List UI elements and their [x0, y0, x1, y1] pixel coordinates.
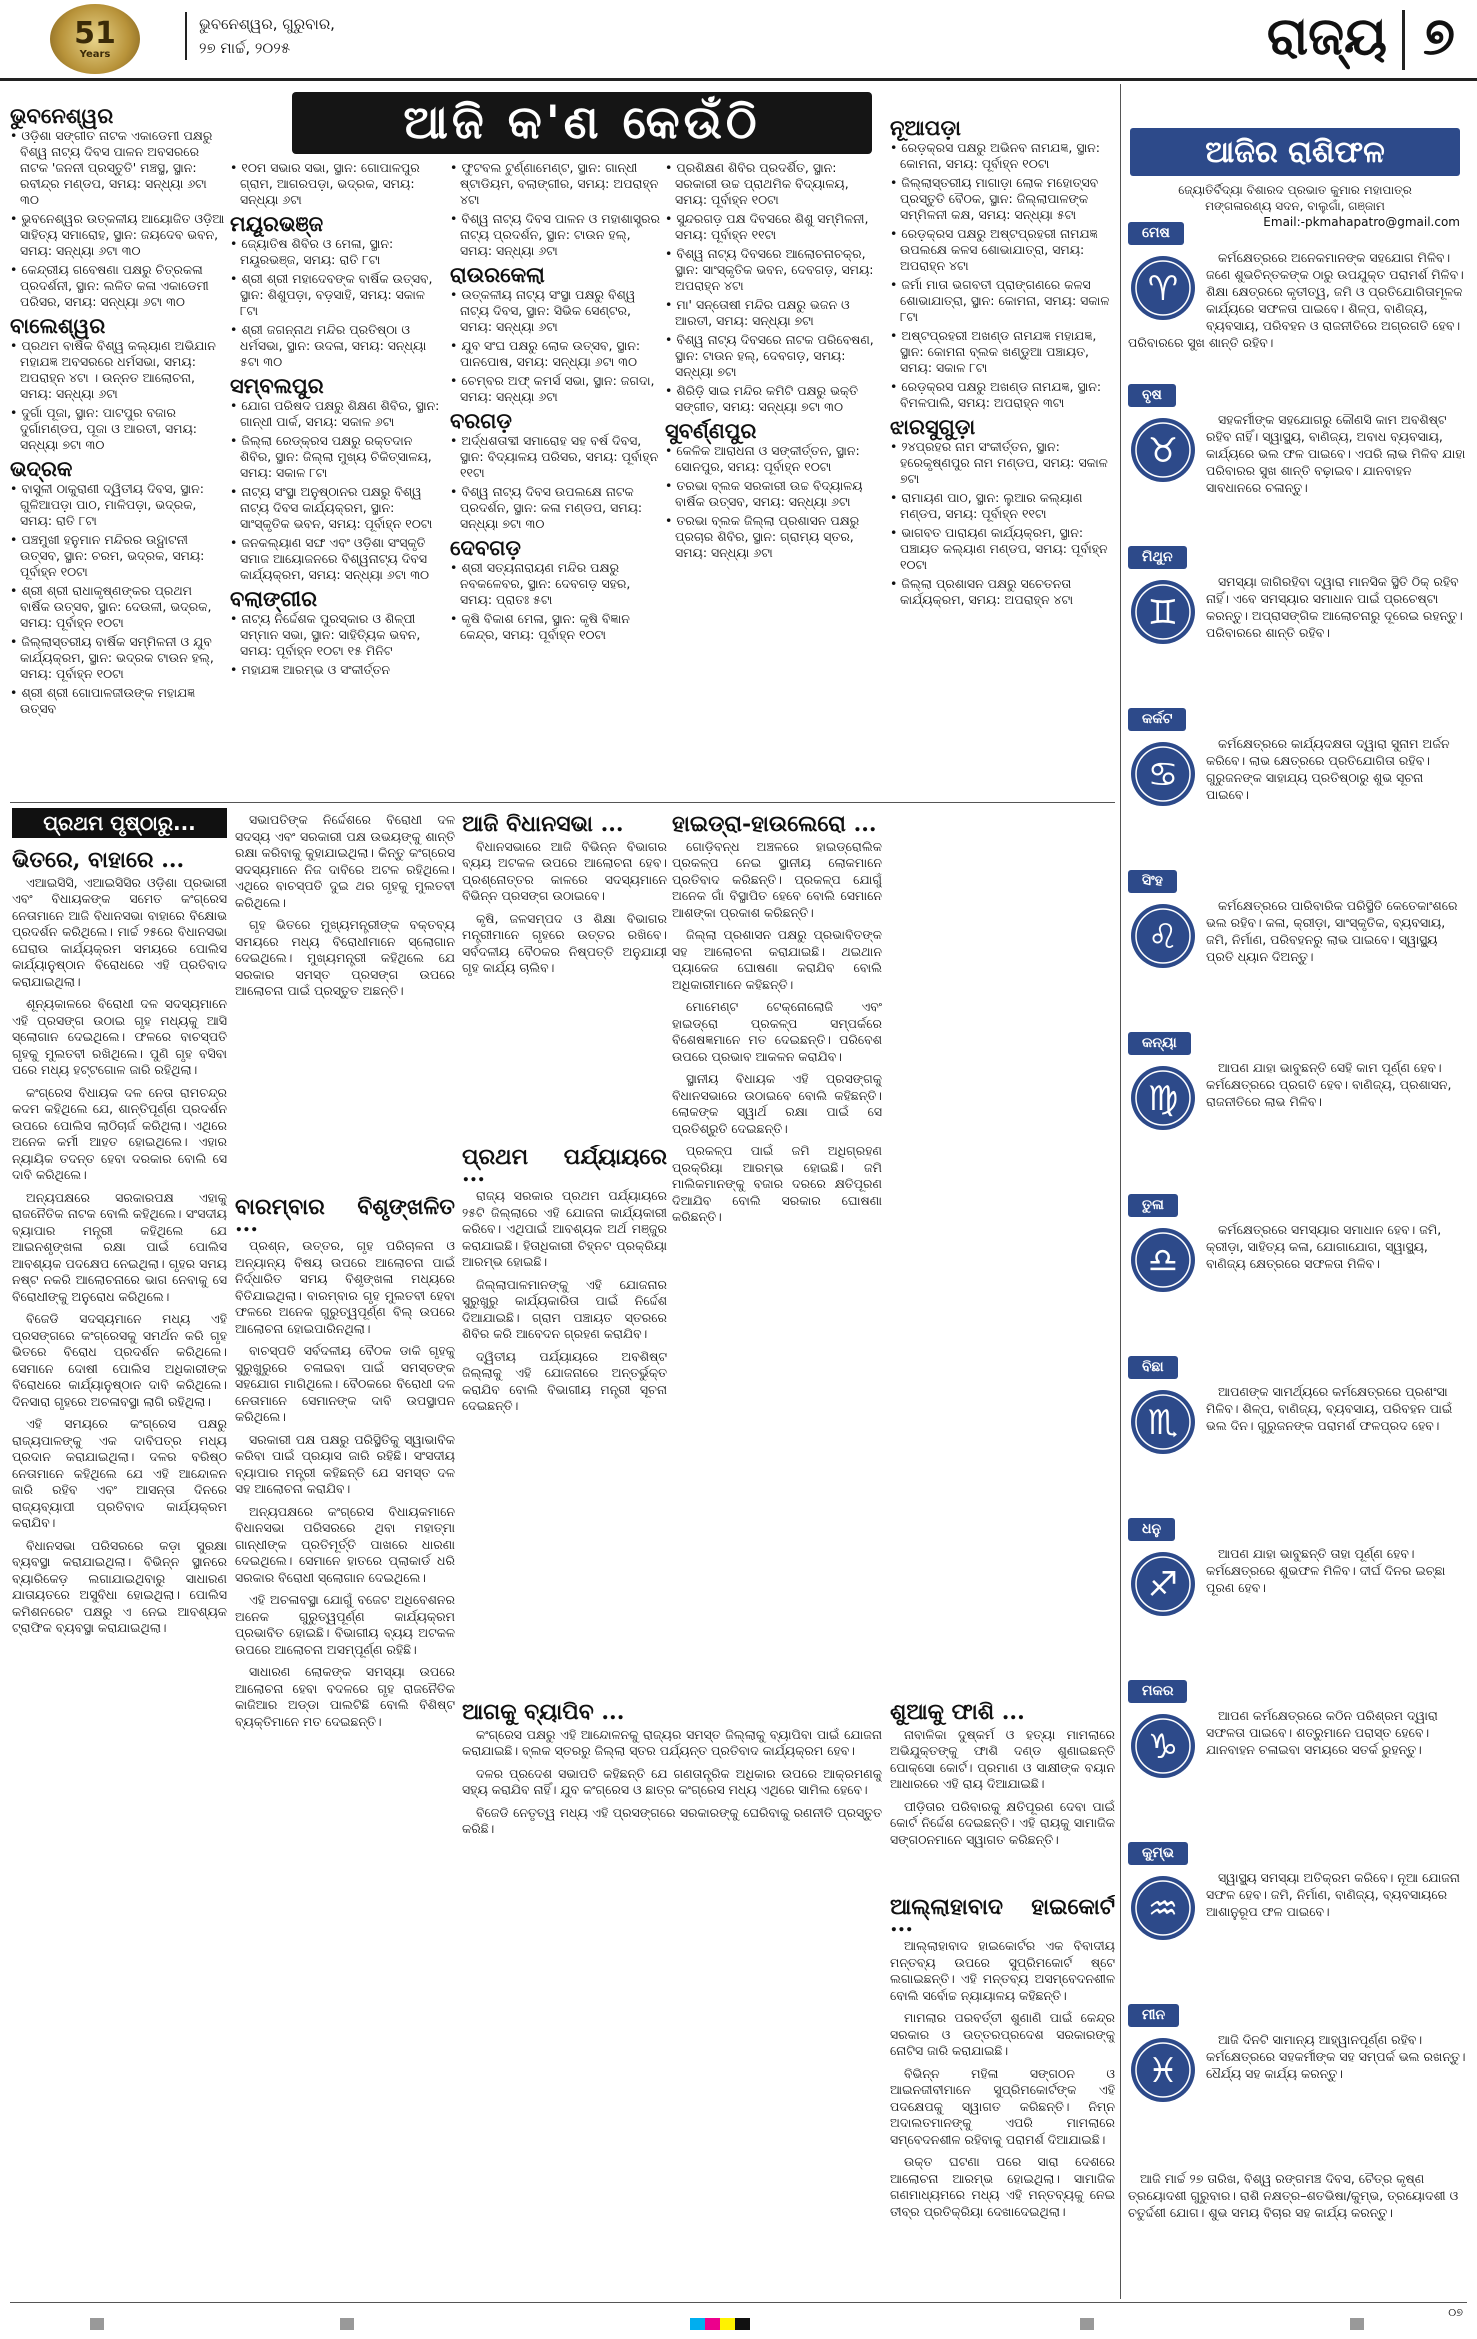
rashi-name: ମେଷ: [1128, 222, 1184, 245]
rashi-item: [1128, 1032, 1466, 1135]
story-headline: ଶୁଆକୁ ଫାଶି ...: [890, 1700, 1025, 1725]
event-item: • ୧୦ମ ସଭାର ସଭା, ସ୍ଥାନ: ଗୋପାଳପୁର ଗ୍ରାମ, ଆଗରପଡ଼ା, ଭଦ୍ରକ, ସମୟ: ସନ୍ଧ୍ୟା ୬ଟା: [230, 160, 445, 208]
rashi-text: କର୍ମକ୍ଷେତ୍ରରେ କାର୍ଯ୍ୟଦକ୍ଷତା ଦ୍ୱାରା ସୁନାମ ଅର୍ଜନ କରିବେ। ଲାଭ କ୍ଷେତ୍ରରେ ପ୍ରତିଯୋଗିତା ରହିବ। ଗୁରୁଜନଙ୍କ ସାହାଯ୍ୟ ପ୍ରତିଷ୍ଠାରୁ ଶୁଭ ସୂଚନା ପାଇବେ।: [1206, 736, 1450, 802]
rashi-item: [1128, 870, 1466, 973]
event-item: • ଶ୍ରୀ ଜଗନ୍ନାଥ ମନ୍ଦିର ପ୍ରତିଷ୍ଠା ଓ ଧର୍ମସଭା, ସ୍ଥାନ: ଉଦଳା, ସମୟ: ସନ୍ଧ୍ୟା ୫ଟା ୩୦: [230, 322, 445, 370]
rashi-item: [1128, 1842, 1466, 1945]
rashi-body: [1128, 1059, 1466, 1119]
story-paragraph: ଏଆଇସିସି, ଏଆଇସିସିର ଓଡ଼ିଶା ପ୍ରଭାରୀ ଏବଂ ବିଧାୟକଙ୍କ ସମେତ କଂଗ୍ରେସ ନେତାମାନେ ଆଜି ବିଧାନସଭା ବାହାରେ ବିକ୍ଷୋଭ ପ୍ରଦର୍ଶନ କରିଥିଲେ। ମାର୍ଚ୍ଚ ୨୫ରେ ବିଧାନସଭା ଘେରାଉ କାର୍ଯ୍ୟକ୍ରମ ସମୟରେ ପୋଲିସ କାର୍ଯ୍ୟାନୁଷ୍ଠାନ ବିରୋଧରେ ଏହି ପ୍ରତିବାଦ କରାଯାଇଥିଲା।: [12, 874, 227, 989]
story-paragraph: ସାଧାରଣ ଲୋକଙ୍କ ସମସ୍ୟା ଉପରେ ଆଲୋଚନା ହେବା ବଦଳରେ ଗୃହ ରାଜନୈତିକ କାଜିଆର ଅଡ୍ଡା ପାଲଟିଛି ବୋଲି ବିଶିଷ୍ଟ ବ୍ୟକ୍ତିମାନେ ମତ ଦେଇଛନ୍ତି।: [235, 1664, 455, 1729]
rashifal-title: ଆଜିର ରାଶିଫଳ: [1130, 128, 1460, 176]
city-heading: ବଲାଙ୍ଗୀର: [230, 586, 317, 611]
city-heading: ସମ୍ବଲପୁର: [230, 373, 324, 398]
rashi-name: କର୍କଟ: [1128, 708, 1186, 731]
story-paragraph: ପ୍ରକଳ୍ପ ପାଇଁ ଜମି ଅଧିଗ୍ରହଣ ପ୍ରକ୍ରିୟା ଆରମ୍ଭ ହୋଇଛି। ଜମି ମାଲିକମାନଙ୍କୁ ବଜାର ଦରରେ କ୍ଷତିପୂରଣ ଦିଆଯିବ ବୋଲି ସରକାର ଘୋଷଣା କରିଛନ୍ତି।: [672, 1143, 882, 1224]
story-paragraph: ଜିଲ୍ଲା ପ୍ରଶାସନ ପକ୍ଷରୁ ପ୍ରଭାବିତଙ୍କ ସହ ଆଲୋଚନା କରାଯାଇଛି। ଥଇଥାନ ପ୍ୟାକେଜ ଘୋଷଣା କରାଯିବ ବୋଲି ଅଧିକାରୀମାନେ କହିଛନ୍ତି।: [672, 927, 882, 992]
events-column-1: [10, 100, 225, 800]
event-item: • ପ୍ରଶିକ୍ଷଣ ଶିବିର ପ୍ରଦର୍ଶିତ, ସ୍ଥାନ: ସରକାରୀ ଉଚ୍ଚ ପ୍ରାଥମିକ ବିଦ୍ୟାଳୟ, ସମୟ: ପୂର୍ବାହ୍ନ ୧୦ଟା: [665, 160, 880, 208]
event-item: • ଶିରିଡ଼ି ସାଇ ମନ୍ଦିର କମିଟି ପକ୍ଷରୁ ଭକ୍ତି ସଙ୍ଗୀତ, ସମୟ: ସନ୍ଧ୍ୟା ୭ଟା ୩୦: [665, 383, 880, 415]
svg-text:♋: ♋: [1147, 755, 1179, 795]
story-paragraph: ବାଚସ୍ପତି ସର୍ବଦଳୀୟ ବୈଠକ ଡାକି ଗୃହକୁ ସୁରୁଖୁରୁରେ ଚଳାଇବା ପାଇଁ ସମସ୍ତଙ୍କ ସହଯୋଗ ମାଗିଥିଲେ। ବୈଠକରେ ବିରୋଧୀ ଦଳ ନେତାମାନେ ସେମାନଙ୍କ ଦାବି ଉପସ୍ଥାପନ କରିଥିଲେ।: [235, 1343, 455, 1424]
rashi-item: [1128, 708, 1466, 811]
rashi-name: ବିଛା: [1128, 1356, 1178, 1379]
rashi-item: [1128, 1680, 1466, 1783]
event-item: • ଫୁଟବଲ ଟୁର୍ଣ୍ଣାମେଣ୍ଟ, ସ୍ଥାନ: ଗାନ୍ଧୀ ଷ୍ଟାଡିୟମ, ବଲାଙ୍ଗୀର, ସମୟ: ଅପରାହ୍ନ ୪ଟା: [450, 160, 660, 208]
story-headline: ପ୍ରଥମ ପର୍ଯ୍ୟାୟରେ ...: [462, 1145, 667, 1187]
sagittarius-icon: [1128, 1549, 1198, 1619]
story-paragraph: କଂଗ୍ରେସ ବିଧାୟକ ଦଳ ନେତା ରାମଚନ୍ଦ୍ର କଦମ କହିଥିଲେ ଯେ, ଶାନ୍ତିପୂର୍ଣ୍ଣ ପ୍ରଦର୍ଶନ ଉପରେ ପୋଲିସ ଲାଠିଚାର୍ଜ କରିଥିଲା। ଏଥିରେ ଅନେକ କର୍ମୀ ଆହତ ହୋଇଥିଲେ। ଏହାର ନ୍ୟାୟିକ ତଦନ୍ତ ହେବା ଦରକାର ବୋଲି ସେ ଦାବି କରିଥିଲେ।: [12, 1084, 227, 1182]
svg-text:♒: ♒: [1147, 1889, 1179, 1929]
libra-icon: [1128, 1225, 1198, 1295]
rashi-name: ମୀନ: [1128, 2004, 1179, 2027]
rashi-item: [1128, 1194, 1466, 1297]
rashi-item: [1128, 1356, 1466, 1459]
story-hydro: [672, 812, 882, 1692]
events-column-2: [230, 160, 445, 800]
rashi-body: [1128, 249, 1466, 351]
event-item: • ନାଟ୍ୟ ସଂସ୍ଥା ଅନୁଷ୍ଠାନର ପକ୍ଷରୁ ବିଶ୍ୱ ନାଟ୍ୟ ଦିବସ କାର୍ଯ୍ୟକ୍ରମ, ସ୍ଥାନ: ସାଂସ୍କୃତିକ ଭବନ, ସମୟ: ପୂର୍ବାହ୍ନ ୧୦ଟା: [230, 484, 445, 532]
event-item: • କେଳିକ ଆରାଧନା ଓ ସଙ୍କୀର୍ତ୍ତନ, ସ୍ଥାନ: ସୋନପୁର, ସମୟ: ପୂର୍ବାହ୍ନ ୧୦ଟା: [665, 443, 880, 475]
color-registration-mark: [690, 2318, 750, 2330]
svg-text:♊: ♊: [1147, 593, 1179, 633]
rashi-item: [1128, 222, 1466, 351]
event-item: • ମା' ସନ୍ତୋଷୀ ମନ୍ଦିର ପକ୍ଷରୁ ଭଜନ ଓ ଆରତୀ, ସମୟ: ସନ୍ଧ୍ୟା ୭ଟା: [665, 297, 880, 329]
svg-text:♍: ♍: [1147, 1079, 1179, 1119]
rashi-text: ଆଜି ଦିନଟି ସାମାନ୍ୟ ଆହ୍ୱାନପୂର୍ଣ୍ଣ ରହିବ। କର୍ମକ୍ଷେତ୍ରରେ ସହକର୍ମୀଙ୍କ ସହ ସମ୍ପର୍କ ଭଲ ରଖନ୍ତୁ। ଧୈର୍ଯ୍ୟ ସହ କାର୍ଯ୍ୟ କରନ୍ତୁ।: [1206, 2032, 1466, 2081]
city-heading: ବରଗଡ଼: [450, 408, 512, 433]
page-number: ୭: [1423, 6, 1455, 67]
event-item: • ବିଶ୍ୱ ନାଟ୍ୟ ଦିବସରେ ନାଟକ ପରିବେଷଣ, ସ୍ଥାନ: ଟାଉନ ହଲ୍, ଦେବଗଡ଼, ସମୟ: ସନ୍ଧ୍ୟା ୭ଟା: [665, 332, 880, 380]
event-item: • ବିଶ୍ୱ ନାଟ୍ୟ ଦିବସରେ ଆଲୋଚନାଚକ୍ର, ସ୍ଥାନ: ସାଂସ୍କୃତିକ ଭବନ, ଦେବଗଡ଼, ସମୟ: ଅପରାହ୍ନ ୪ଟା: [665, 246, 880, 294]
event-item: • ରାମାୟଣ ପାଠ, ସ୍ଥାନ: ଲୁଆର କଲ୍ୟାଣ ମଣ୍ଡପ, ସମୟ: ପୂର୍ବାହ୍ନ ୧୧ଟା: [890, 490, 1110, 522]
event-item: • ଅଷ୍ଟପ୍ରହରୀ ଅଖଣ୍ଡ ନାମଯଜ୍ଞ ମହାଯଜ୍ଞ, ସ୍ଥାନ: କୋମନା ବ୍ଲକ ଖଣ୍ଡୁଆ ପଞ୍ଚାୟତ, ସମୟ: ସକାଳ ୮ଟା: [890, 328, 1110, 376]
continued-from-front-header: ପ୍ରଥମ ପୃଷ୍ଠାରୁ...: [12, 808, 227, 838]
events-banner: ଆଜି କ'ଣ କେଉଁଠି: [292, 92, 872, 154]
rashi-text: ସହକର୍ମୀଙ୍କ ସହଯୋଗରୁ କୌଣସି କାମ ଅବଶିଷ୍ଟ ରହିବ ନାହିଁ। ସ୍ୱାସ୍ଥ୍ୟ, ବାଣିଜ୍ୟ, ଅବାଧ ବ୍ୟବସାୟ, କାର୍ଯ୍ୟରେ ଭଲ ଫଳ ପାଇବେ। ଏପରି ଲାଭ ମିଳିବ ଯାହା ପରିବାରର ସୁଖ ଶାନ୍ତି ବଢ଼ାଇବ। ଯାନବାହନ ସାବଧାନରେ ଚଳାନ୍ତୁ।: [1206, 412, 1466, 495]
logo-text: Years: [79, 48, 111, 60]
event-item: • କେନ୍ଦ୍ରୀୟ ଗବେଷଣା ପକ୍ଷରୁ ଚିତ୍ରକଳା ପ୍ରଦର୍ଶନୀ, ସ୍ଥାନ: ଲଳିତ କଳା ଏକାଡେମୀ ପରିସର, ସମୟ: ସନ୍ଧ୍ୟା ୬ଟା ୩୦: [10, 262, 225, 310]
section-rule: [10, 802, 1115, 803]
dateline-date: ୨୭ ମାର୍ଚ୍ଚ, ୨୦୨୫: [199, 39, 291, 57]
rashi-text: ସମସ୍ୟା ଜାଗିରହିବା ଦ୍ୱାରା ମାନସିକ ସ୍ଥିତି ଠିକ୍ ରହିବ ନାହିଁ। ଏବେ ସମସ୍ୟାର ସମାଧାନ ପାଇଁ ପ୍ରଚେଷ୍ଟା କରନ୍ତୁ। ଅପ୍ରାସଙ୍ଗିକ ଆଲୋଚନାରୁ ଦୂରେଇ ରହନ୍ତୁ। ପରିବାରରେ ଶାନ୍ତି ରହିବ।: [1206, 574, 1463, 640]
rashi-name: ବୃଷ: [1128, 384, 1176, 407]
svg-text:♏: ♏: [1147, 1403, 1179, 1443]
rashi-body: [1128, 897, 1466, 965]
author-address: ମଙ୍ଗଳାରଣ୍ୟ ସଦନ, ବାଲୁଗାଁ, ଗଞ୍ଜାମ: [1205, 199, 1385, 213]
events-column-4: [665, 160, 880, 800]
story-paragraph: ପ୍ରଶ୍ନ, ଉତ୍ତର, ଗୃହ ପରିଚାଳନା ଓ ଅନ୍ୟାନ୍ୟ ବିଷୟ ଉପରେ ଆଲୋଚନା ପାଇଁ ନିର୍ଦ୍ଧାରିତ ସମୟ ବିଶୃଙ୍ଖଳା ମଧ୍ୟରେ ବିତିଯାଇଥିଲା। ବାରମ୍ବାର ଗୃହ ମୁଲତବୀ ହେବା ଫଳରେ ଅନେକ ଗୁରୁତ୍ୱପୂର୍ଣ୍ଣ ବିଲ୍ ଉପରେ ଆଲୋଚନା ହୋଇପାରିନଥିଲା।: [235, 1238, 455, 1336]
event-item: • ତରଭା ବ୍ଲକ ଜିଲ୍ଲା ପ୍ରଶାସନ ପକ୍ଷରୁ ପ୍ରଚାର ଶିବିର, ସ୍ଥାନ: ଗ୍ରାମ୍ୟ ସ୍ତର, ସମୟ: ସନ୍ଧ୍ୟା ୬ଟା: [665, 513, 880, 561]
logo-number: 51: [74, 15, 116, 51]
pisces-icon: [1128, 2035, 1198, 2105]
author-email: Email:-pkmahapatro@gmail.com: [1263, 215, 1460, 229]
event-item: • ଅର୍ଦ୍ଧଶତାବ୍ଦୀ ସମାରୋହ ସହ ବର୍ଷ ଦିବସ, ସ୍ଥାନ: ବିଦ୍ୟାଳୟ ପରିସର, ସମୟ: ପୂର୍ବାହ୍ନ ୧୧ଟା: [450, 433, 660, 481]
rashi-text: ଆପଣଙ୍କ ସାମର୍ଥ୍ୟରେ କର୍ମକ୍ଷେତ୍ରରେ ପ୍ରଶଂସା ମିଳିବ। ଶିଳ୍ପ, ବାଣିଜ୍ୟ, ବ୍ୟବସାୟ, ପରିବହନ ପାଇଁ ଭଲ ଦିନ। ଗୁରୁଜନଙ୍କ ପରାମର୍ଶ ଫଳପ୍ରଦ ହେବ।: [1206, 1384, 1453, 1433]
event-item: • ରେଡ଼କ୍ରସ ପକ୍ଷରୁ ଅଖଣ୍ଡ ନାମଯଜ୍ଞ, ସ୍ଥାନ: ବିମଳପାଲି, ସମୟ: ଅପରାହ୍ନ ୩ଟା: [890, 379, 1110, 411]
event-item: • ଜିଲ୍ଲା ରେଡ୍‌କ୍ରସ ପକ୍ଷରୁ ରକ୍ତଦାନ ଶିବିର, ସ୍ଥାନ: ଜିଲ୍ଲା ମୁଖ୍ୟ ଚିକିତ୍ସାଳୟ, ସମୟ: ସକାଳ ୮ଟା: [230, 433, 445, 481]
event-item: • ରେଡ଼କ୍ରସ ପକ୍ଷରୁ ଅଷ୍ଟପ୍ରହରୀ ନାମଯଜ୍ଞ ଉପଲକ୍ଷେ କଳସ ଶୋଭାଯାତ୍ରା, ସମୟ: ଅପରାହ୍ନ ୪ଟା: [890, 226, 1110, 274]
rashi-item: [1128, 546, 1466, 649]
dateline-place: ଭୁବନେଶ୍ୱର, ଗୁରୁବାର,: [199, 15, 335, 33]
story-paragraph: ସ୍ଥାନୀୟ ବିଧାୟକ ଏହି ପ୍ରସଙ୍ଗକୁ ବିଧାନସଭାରେ ଉଠାଇବେ ବୋଲି କହିଛନ୍ତି। ଲୋକଙ୍କ ସ୍ୱାର୍ଥ ରକ୍ଷା ପାଇଁ ସେ ପ୍ରତିଶ୍ରୁତି ଦେଇଛନ୍ତି।: [672, 1071, 882, 1136]
rashi-item: [1128, 1518, 1466, 1621]
event-item: • ରେଡ଼କ୍ରସ ପକ୍ଷରୁ ଅଭିନବ ନାମଯଜ୍ଞ, ସ୍ଥାନ: କୋମନା, ସମୟ: ପୂର୍ବାହ୍ନ ୧୦ଟା: [890, 140, 1110, 172]
capricorn-icon: [1128, 1711, 1198, 1781]
section-divider: [1402, 10, 1405, 70]
city-heading: ଭୁବନେଶ୍ୱର: [10, 103, 114, 128]
story-paragraph: ଶୂନ୍ୟକାଳରେ ବିରୋଧୀ ଦଳ ସଦସ୍ୟମାନେ ଏହି ପ୍ରସଙ୍ଗ ଉଠାଇ ଗୃହ ମଧ୍ୟକୁ ଆସି ସ୍ଲୋଗାନ ଦେଇଥିଲେ। ଫଳରେ ବାଚସ୍ପତି ଗୃହକୁ ମୁଲତବୀ ରଖିଥିଲେ। ପୁଣି ଗୃହ ବସିବା ପରେ ମଧ୍ୟ ହଟ୍ଟଗୋଳ ଜାରି ରହିଥିଲା।: [12, 996, 227, 1077]
registration-mark: [1080, 2318, 1094, 2330]
event-item: • ଉତ୍କଳୀୟ ନାଟ୍ୟ ସଂସ୍ଥା ପକ୍ଷରୁ ବିଶ୍ୱ ନାଟ୍ୟ ଦିବସ, ସ୍ଥାନ: ସିଭିକ ସେଣ୍ଟର, ସମୟ: ସନ୍ଧ୍ୟା ୬ଟା: [450, 287, 660, 335]
story-paragraph: ବିଜେଡି ନେତୃତ୍ୱ ମଧ୍ୟ ଏହି ପ୍ରସଙ୍ଗରେ ସରକାରଙ୍କୁ ଘେରିବାକୁ ରଣନୀତି ପ୍ରସ୍ତୁତ କରିଛି।: [462, 1804, 882, 1836]
story-paragraph: ଏହି ସମୟରେ କଂଗ୍ରେସ ପକ୍ଷରୁ ରାଜ୍ୟପାଳଙ୍କୁ ଏକ ଦାବିପତ୍ର ମଧ୍ୟ ପ୍ରଦାନ କରାଯାଇଥିଲା। ଦଳର ବରିଷ୍ଠ ନେତାମାନେ କହିଥିଲେ ଯେ ଏହି ଆନ୍ଦୋଳନ ଜାରି ରହିବ ଏବଂ ଆସନ୍ତା ଦିନରେ ରାଜ୍ୟବ୍ୟାପୀ ପ୍ରତିବାଦ କାର୍ଯ୍ୟକ୍ରମ କରାଯିବ।: [12, 1416, 227, 1530]
story-paragraph: ଦଳର ପ୍ରଦେଶ ସଭାପତି କହିଛନ୍ତି ଯେ ଗଣତାନ୍ତ୍ରିକ ଅଧିକାର ଉପରେ ଆକ୍ରମଣକୁ ସହ୍ୟ କରାଯିବ ନାହିଁ। ଯୁବ କଂଗ୍ରେସ ଓ ଛାତ୍ର କଂଗ୍ରେସ ମଧ୍ୟ ଏଥିରେ ସାମିଲ ହେବେ।: [462, 1765, 882, 1797]
event-item: • ଶ୍ରୀ ଶ୍ରୀ ଗୋପାଳଜୀଉଙ୍କ ମହାଯଜ୍ଞ ଉତ୍ସବ: [10, 685, 225, 717]
page-code: ୦୭: [1448, 2306, 1463, 2319]
svg-text:♌: ♌: [1147, 917, 1179, 957]
event-item: • ଚେମ୍ବର ଅଫ୍ କମର୍ସ ସଭା, ସ୍ଥାନ: ଜଗଦା, ସମୟ: ସନ୍ଧ୍ୟା ୬ଟା: [450, 373, 660, 405]
rashi-item: [1128, 2004, 1466, 2107]
author-name: ଜ୍ୟୋତିର୍ବିଦ୍ୟା ବିଶାରଦ ପ୍ରଭାତ କୁମାର ମହାପାତ୍ର: [1178, 183, 1412, 197]
taurus-icon: [1128, 415, 1198, 485]
story-paragraph: ଦ୍ୱିତୀୟ ପର୍ଯ୍ୟାୟରେ ଅବଶିଷ୍ଟ ଜିଲ୍ଲାକୁ ଏହି ଯୋଜନାରେ ଅନ୍ତର୍ଭୁକ୍ତ କରାଯିବ ବୋଲି ବିଭାଗୀୟ ମନ୍ତ୍ରୀ ସୂଚନା ଦେଇଛନ୍ତି।: [462, 1348, 667, 1413]
svg-text:♈: ♈: [1147, 269, 1179, 309]
story-paragraph: ବିଭିନ୍ନ ମହିଳା ସଙ୍ଗଠନ ଓ ଆଇନଜୀବୀମାନେ ସୁପ୍ରିମକୋର୍ଟଙ୍କ ଏହି ପଦକ୍ଷେପକୁ ସ୍ୱାଗତ କରିଛନ୍ତି। ନିମ୍ନ ଅଦାଲତମାନଙ୍କୁ ଏପରି ମାମଲାରେ ସମ୍ବେଦନଶୀଳ ରହିବାକୁ ପରାମର୍ଶ ଦିଆଯାଇଛି।: [890, 2065, 1115, 2147]
rashi-body: [1128, 2031, 1466, 2091]
story-headline: ବାରମ୍ବାର ବିଶୃଙ୍ଖଳିତ ...: [235, 1195, 455, 1237]
rashi-body: [1128, 1545, 1466, 1605]
leo-icon: [1128, 901, 1198, 971]
event-item: • ଭାଗବତ ପାରାୟଣ କାର୍ଯ୍ୟକ୍ରମ, ସ୍ଥାନ: ପଞ୍ଚାୟତ କଲ୍ୟାଣ ମଣ୍ଡପ, ସମୟ: ପୂର୍ବାହ୍ନ ୧୦ଟା: [890, 525, 1110, 573]
rashi-name: ସିଂହ: [1128, 870, 1177, 893]
rashi-body: [1128, 1383, 1466, 1443]
registration-mark: [340, 2318, 354, 2330]
event-item: • ଭୁବନେଶ୍ୱର ଉତ୍କଳୀୟ ଆୟୋଜିତ ଓଡ଼ିଆ ସାହିତ୍ୟ ସମାରୋହ, ସ୍ଥାନ: ଜୟଦେବ ଭବନ, ସମୟ: ସନ୍ଧ୍ୟା ୬ଟା ୩୦: [10, 211, 225, 259]
event-item: • ବିଶ୍ୱ ନାଟ୍ୟ ଦିବସ ଉପଲକ୍ଷେ ନାଟକ ପ୍ରଦର୍ଶନ, ସ୍ଥାନ: କଳା ମଣ୍ଡପ, ସମୟ: ସନ୍ଧ୍ୟା ୭ଟା ୩୦: [450, 484, 660, 532]
story-paragraph: ଗୃହ ଭିତରେ ମୁଖ୍ୟମନ୍ତ୍ରୀଙ୍କ ବକ୍ତବ୍ୟ ସମୟରେ ମଧ୍ୟ ବିରୋଧୀମାନେ ସ୍ଲୋଗାନ ଦେଇଥିଲେ। ମୁଖ୍ୟମନ୍ତ୍ରୀ କହିଥିଲେ ଯେ ସରକାର ସମସ୍ତ ପ୍ରସଙ୍ଗ ଉପରେ ଆଲୋଚନା ପାଇଁ ପ୍ରସ୍ତୁତ ଅଛନ୍ତି।: [235, 917, 455, 998]
story-paragraph: ରାଜ୍ୟ ସରକାର ପ୍ରଥମ ପର୍ଯ୍ୟାୟରେ ୨୫ଟି ଜିଲ୍ଲାରେ ଏହି ଯୋଜନା କାର୍ଯ୍ୟକାରୀ କରିବେ। ଏଥିପାଇଁ ଆବଶ୍ୟକ ଅର୍ଥ ମଞ୍ଜୁର କରାଯାଇଛି। ହିତାଧିକାରୀ ଚିହ୍ନଟ ପ୍ରକ୍ରିୟା ଆରମ୍ଭ ହୋଇଛି।: [462, 1188, 667, 1269]
event-item: • ବାସୁଳୀ ଠାକୁରାଣୀ ଦ୍ୱିତୀୟ ଦିବସ, ସ୍ଥାନ: ଗୁଳିଆପଡ଼ା ପାଠ, ମାଳିପଡ଼ା, ଭଦ୍ରକ, ସମୟ: ରାତି ୮ଟା: [10, 481, 225, 529]
story-headline: ଆଲ୍ଲାହାବାଦ ହାଇକୋର୍ଟ ...: [890, 1895, 1115, 1937]
registration-mark: [90, 2318, 104, 2330]
story-paragraph: ଗୋଡ଼ିବନ୍ଧ ଅଞ୍ଚଳରେ ହାଇଡ୍ରୋଲିକ ପ୍ରକଳ୍ପ ନେଇ ସ୍ଥାନୀୟ ଲୋକମାନେ ପ୍ରତିବାଦ କରିଛନ୍ତି। ପ୍ରକଳ୍ପ ଯୋଗୁଁ ଅନେକ ଗାଁ ବିସ୍ଥାପିତ ହେବେ ବୋଲି ସେମାନେ ଆଶଙ୍କା ପ୍ରକାଶ କରିଛନ୍ତି।: [672, 838, 882, 920]
rashi-text: କର୍ମକ୍ଷେତ୍ରରେ ଅନେକମାନଙ୍କ ସହଯୋଗ ମିଳିବ। ଜଣେ ଶୁଭଚିନ୍ତକଙ୍କ ଠାରୁ ଉପଯୁକ୍ତ ପରାମର୍ଶ ମିଳିବ। ଶିକ୍ଷା କ୍ଷେତ୍ରରେ କୃତୀତ୍ୱ, ଜମି ଓ ପ୍ରତିଯୋଗିତାମୂଳକ କାର୍ଯ୍ୟରେ ସଫଳତା ପାଇବେ। ଶିଳ୍ପ, ବାଣିଜ୍ୟ, ବ୍ୟବସାୟ, ପରିବହନ ଓ ରାଜନୀତିରେ ଅଗ୍ରଗତି ହେବ। ପରିବାରରେ ସୁଖ ଶାନ୍ତି ରହିବ।: [1128, 250, 1464, 350]
event-item: • ତରଭା ବ୍ଲକ ସରକାରୀ ଉଚ୍ଚ ବିଦ୍ୟାଳୟ ବାର୍ଷିକ ଉତ୍ସବ, ସମୟ: ସନ୍ଧ୍ୟା ୬ଟା: [665, 478, 880, 510]
story-paragraph: ନାବାଳିକା ଦୁଷ୍କର୍ମ ଓ ହତ୍ୟା ମାମଲାରେ ଅଭିଯୁକ୍ତଙ୍କୁ ଫାଶି ଦଣ୍ଡ ଶୁଣାଇଛନ୍ତି ପୋକ୍ସୋ କୋର୍ଟ। ପ୍ରମାଣ ଓ ସାକ୍ଷୀଙ୍କ ବୟାନ ଆଧାରରେ ଏହି ରାୟ ଦିଆଯାଇଛି।: [890, 1726, 1115, 1791]
masthead: [0, 0, 1477, 81]
event-item: • କୃଷି ବିକାଶ ମେଳା, ସ୍ଥାନ: କୃଷି ବିଜ୍ଞାନ କେନ୍ଦ୍ର, ସମୟ: ପୂର୍ବାହ୍ନ ୧୦ଟା: [450, 611, 660, 643]
story-will-spread: [462, 1700, 882, 2300]
story-inside-outside: [12, 848, 227, 2298]
event-item: • ଓଡ଼ିଶା ସଙ୍ଗୀତ ନାଟକ ଏକାଡେମୀ ପକ୍ଷରୁ ବିଶ୍ୱ ନାଟ୍ୟ ଦିବସ ପାଳନ ଅବସରରେ ନାଟକ 'ଜନନୀ ପ୍ରସ୍ତୁତି' ମଞ୍ଚସ୍ଥ, ସ୍ଥାନ: ରବୀନ୍ଦ୍ର ମଣ୍ଡପ, ସମୟ: ସନ୍ଧ୍ୟା ୬ଟା ୩୦: [10, 128, 225, 208]
story-paragraph: ଉକ୍ତ ଘଟଣା ପରେ ସାରା ଦେଶରେ ଆଲୋଚନା ଆରମ୍ଭ ହୋଇଥିଲା। ସାମାଜିକ ଗଣମାଧ୍ୟମରେ ମଧ୍ୟ ଏହି ମନ୍ତବ୍ୟକୁ ନେଇ ତୀବ୍ର ପ୍ରତିକ୍ରିୟା ଦେଖାଦେଇଥିଲା।: [890, 2154, 1115, 2219]
event-item: • ୨୪ପ୍ରହର ନାମ ସଂକୀର୍ତ୍ତନ, ସ୍ଥାନ: ହରେକୃଷ୍ଣପୁର ନାମ ମଣ୍ଡପ, ସମୟ: ସକାଳ ୭ଟା: [890, 439, 1110, 487]
event-item: • ବିଶ୍ୱ ନାଟ୍ୟ ଦିବସ ପାଳନ ଓ ମହାଶାସ୍ତ୍ରର ନାଟ୍ୟ ପ୍ରଦର୍ଶନ, ସ୍ଥାନ: ଟାଉନ ହଲ୍, ସମୟ: ସନ୍ଧ୍ୟା ୬ଟା: [450, 211, 660, 259]
column-rule: [1120, 84, 1121, 2299]
story-paragraph: ମୋମେଣ୍ଟ ଟେକ୍ନୋଲୋଜି ଏବଂ ହାଇଡ୍ରୋ ପ୍ରକଳ୍ପ ସମ୍ପର୍କରେ ବିଶେଷଜ୍ଞମାନେ ମତ ଦେଇଛନ୍ତି। ପରିବେଶ ଉପରେ ପ୍ରଭାବ ଆକଳନ କରାଯିବ।: [672, 999, 882, 1064]
section-title: ରାଜ୍ୟ: [1266, 6, 1387, 67]
city-heading: ନୂଆପଡ଼ା: [890, 115, 961, 140]
story-paragraph: ଜିଲ୍ଲାପାଳମାନଙ୍କୁ ଏହି ଯୋଜନାର ସୁରୁଖୁରୁ କାର୍ଯ୍ୟକାରିତା ପାଇଁ ନିର୍ଦ୍ଦେଶ ଦିଆଯାଇଛି। ଗ୍ରାମ ପଞ୍ଚାୟତ ସ୍ତରରେ ଶିବିର କରି ଆବେଦନ ଗ୍ରହଣ କରାଯିବ।: [462, 1276, 667, 1341]
event-item: • ଶ୍ରୀ ସତ୍ୟନାରାୟଣ ମନ୍ଦିର ପକ୍ଷରୁ ନବକଳେବର, ସ୍ଥାନ: ଦେବଗଡ଼ ସହର, ସମୟ: ପ୍ରାତଃ ୫ଟା: [450, 560, 660, 608]
city-heading: ବାଲେଶ୍ୱର: [10, 313, 106, 338]
story-allahabad-hc: [890, 1895, 1115, 2300]
event-item: • ଜିଲ୍ଲା ପ୍ରଶାସନ ପକ୍ଷରୁ ସଚେତନତା କାର୍ଯ୍ୟକ୍ରମ, ସମୟ: ଅପରାହ୍ନ ୪ଟା: [890, 576, 1110, 608]
events-column-3: [450, 160, 660, 800]
svg-text:♉: ♉: [1147, 431, 1179, 471]
rashi-body: [1128, 1221, 1466, 1281]
event-item: • ସୁନ୍ଦରଗଡ଼ ପକ୍ଷ ଦିବସରେ ଶିଶୁ ସମ୍ମିଳନୀ, ସମୟ: ପୂର୍ବାହ୍ନ ୧୧ଟା: [665, 211, 880, 243]
svg-text:♓: ♓: [1147, 2051, 1179, 2091]
events-column-5: [890, 112, 1110, 802]
event-item: • ନାଟ୍ୟ ନିର୍ଦ୍ଦେଶକ ପୁରସ୍କାର ଓ ଶିଳ୍ପୀ ସମ୍ମାନ ସଭା, ସ୍ଥାନ: ସାହିତ୍ୟିକ ଭବନ, ସମୟ: ପୂର୍ବାହ୍ନ ୧୦ଟା ୧୫ ମିନିଟ: [230, 611, 445, 659]
rashi-name: ଧନୁ: [1128, 1518, 1175, 1541]
event-item: • ଶ୍ରୀ ଶ୍ରୀ ରାଧାକୃଷ୍ଣଙ୍କର ପ୍ରଥମ ବାର୍ଷିକ ଉତ୍ସବ, ସ୍ଥାନ: ଦେଉଳୀ, ଭଦ୍ରକ, ସମୟ: ପୂର୍ବାହ୍ନ ୧୦ଟା: [10, 583, 225, 631]
city-heading: ମୟୂରଭଞ୍ଜ: [230, 211, 324, 236]
footer-rule: [10, 2302, 1467, 2303]
story-disrupted: [235, 1195, 455, 2300]
dateline: [185, 12, 335, 60]
svg-text:♑: ♑: [1147, 1727, 1179, 1767]
story-paragraph: ଅନ୍ୟପକ୍ଷରେ କଂଗ୍ରେସ ବିଧାୟକମାନେ ବିଧାନସଭା ପରିସରରେ ଥିବା ମହାତ୍ମା ଗାନ୍ଧୀଙ୍କ ପ୍ରତିମୂର୍ତ୍ତି ପାଖରେ ଧାରଣା ଦେଇଥିଲେ। ସେମାନେ ହାତରେ ପ୍ଲାକାର୍ଡ ଧରି ସରକାର ବିରୋଧୀ ସ୍ଲୋଗାନ ଦେଇଥିଲେ।: [235, 1503, 455, 1585]
rashi-item: [1128, 384, 1466, 496]
rashi-body: [1128, 411, 1466, 496]
story-paragraph: ଅନ୍ୟପକ୍ଷରେ ସରକାରପକ୍ଷ ଏହାକୁ ରାଜନୈତିକ ନାଟକ ବୋଲି କହିଥିଲେ। ସଂସଦୀୟ ବ୍ୟାପାର ମନ୍ତ୍ରୀ କହିଥିଲେ ଯେ ଆଇନଶୃଙ୍ଖଳା ରକ୍ଷା ପାଇଁ ପୋଲିସ ଆବଶ୍ୟକ ପଦକ୍ଷେପ ନେଇଥିଲା। ଗୃହର ସମୟ ନଷ୍ଟ ନକରି ଆଲୋଚନାରେ ଭାଗ ନେବାକୁ ସେ ବିରୋଧୀଙ୍କୁ ଅନୁରୋଧ କରିଥିଲେ।: [12, 1189, 227, 1304]
story-paragraph: ବିଧାନସଭାରେ ଆଜି ବିଭିନ୍ନ ବିଭାଗର ବ୍ୟୟ ଅଟକଳ ଉପରେ ଆଲୋଚନା ହେବ। ପ୍ରଶ୍ନୋତ୍ତର କାଳରେ ସଦସ୍ୟମାନେ ବିଭିନ୍ନ ପ୍ରସଙ୍ଗ ଉଠାଇବେ।: [462, 838, 667, 903]
story-paragraph: ବିଧାନସଭା ପରିସରରେ କଡ଼ା ସୁରକ୍ଷା ବ୍ୟବସ୍ଥା କରାଯାଇଥିଲା। ବିଭିନ୍ନ ସ୍ଥାନରେ ବ୍ୟାରିକେଡ଼ ଲଗାଯାଇଥିବାରୁ ସାଧାରଣ ଯାତାୟତରେ ଅସୁବିଧା ହୋଇଥିଲା। ପୋଲିସ କମିଶନରେଟ ପକ୍ଷରୁ ଏ ନେଇ ଆବଶ୍ୟକ ଟ୍ରାଫିକ ବ୍ୟବସ୍ଥା କରାଯାଇଥିଲା।: [12, 1537, 227, 1635]
story-paragraph: ପୀଡ଼ିତାର ପରିବାରକୁ କ୍ଷତିପୂରଣ ଦେବା ପାଇଁ କୋର୍ଟ ନିର୍ଦ୍ଦେଶ ଦେଇଛନ୍ତି। ଏହି ରାୟକୁ ସାମାଜିକ ସଙ୍ଗଠନମାନେ ସ୍ୱାଗତ କରିଛନ୍ତି।: [890, 1798, 1115, 1847]
rashi-name: କନ୍ୟା: [1128, 1032, 1191, 1055]
event-item: • ଜିଲ୍ଲାସ୍ତରୀୟ ମାଗାଡ଼ା ଲୋକ ମହୋତ୍ସବ ପ୍ରସ୍ତୁତି ବୈଠକ, ସ୍ଥାନ: ଜିଲ୍ଲାପାଳଙ୍କ ସମ୍ମିଳନୀ କକ୍ଷ, ସମୟ: ସନ୍ଧ୍ୟା ୫ଟା: [890, 175, 1110, 223]
city-heading: ଭଦ୍ରକ: [10, 456, 73, 481]
rashi-name: କୁମ୍ଭ: [1128, 1842, 1188, 1865]
rashi-text: ଆପଣ ଯାହା ଭାବୁଛନ୍ତି ସେହି କାମ ପୂର୍ଣ୍ଣ ହେବ। କର୍ମକ୍ଷେତ୍ରରେ ପ୍ରଗତି ହେବ। ବାଣିଜ୍ୟ, ପ୍ରଶାସନ, ରାଜନୀତିରେ ଲାଭ ମିଳିବ।: [1206, 1060, 1452, 1109]
event-item: • ଜିଲ୍ଲାସ୍ତରୀୟ ବାର୍ଷିକ ସମ୍ମିଳନୀ ଓ ଯୁବ କାର୍ଯ୍ୟକ୍ରମ, ସ୍ଥାନ: ଭଦ୍ରକ ଟାଉନ ହଲ୍, ସମୟ: ପୂର୍ବାହ୍ନ ୧୦ଟା: [10, 634, 225, 682]
rashi-text: କର୍ମକ୍ଷେତ୍ରରେ ପାରିବାରିକ ପରିସ୍ଥିତି କେତେକାଂଶରେ ଭଲ ରହିବ। କଳା, କ୍ରୀଡ଼ା, ସାଂସ୍କୃତିକ, ବ୍ୟବସାୟ, ଜମି, ନିର୍ମାଣ, ପରିବହନରୁ ଲାଭ ପାଇବେ। ସ୍ୱାସ୍ଥ୍ୟ ପ୍ରତି ଧ୍ୟାନ ଦିଅନ୍ତୁ।: [1206, 898, 1458, 964]
story-paragraph: ବିଜେଡି ସଦସ୍ୟମାନେ ମଧ୍ୟ ଏହି ପ୍ରସଙ୍ଗରେ କଂଗ୍ରେସକୁ ସମର୍ଥନ କରି ଗୃହ ଭିତରେ ବିରୋଧ ପ୍ରଦର୍ଶନ କରିଥିଲେ। ସେମାନେ ଦୋଷୀ ପୋଲିସ ଅଧିକାରୀଙ୍କ ବିରୋଧରେ କାର୍ଯ୍ୟାନୁଷ୍ଠାନ ଦାବି କରିଥିଲେ। ଦିନସାରା ଗୃହରେ ଅଚଳାବସ୍ଥା ଲାଗି ରହିଥିଲା।: [12, 1311, 227, 1409]
story-headline: ହାଇଡ୍ରା-ହାଉଲେରୋ ...: [672, 812, 877, 837]
event-item: • ଦୁର୍ଗା ପୂଜା, ସ୍ଥାନ: ପାଟପୁର ବଜାର ଦୁର୍ଗାମଣ୍ଡପ, ପୂଜା ଓ ଆରତୀ, ସମୟ: ସନ୍ଧ୍ୟା ୭ଟା ୩୦: [10, 405, 225, 453]
rashi-body: [1128, 735, 1466, 803]
virgo-icon: [1128, 1063, 1198, 1133]
aries-icon: [1128, 253, 1198, 323]
story-death-sentence: [890, 1700, 1115, 1890]
rashi-name: ମକର: [1128, 1680, 1187, 1703]
story-continuation: [235, 812, 455, 1192]
event-item: • ଯୁବ ସଂଘ ପକ୍ଷରୁ ଲୋକ ଉତ୍ସବ, ସ୍ଥାନ: ପାନପୋଷ, ସମୟ: ସନ୍ଧ୍ୟା ୬ଟା ୩୦: [450, 338, 660, 370]
story-paragraph: ସରକାରୀ ପକ୍ଷ ପକ୍ଷରୁ ପରିସ୍ଥିତିକୁ ସ୍ୱାଭାବିକ କରିବା ପାଇଁ ପ୍ରୟାସ ଜାରି ରହିଛି। ସଂସଦୀୟ ବ୍ୟାପାର ମନ୍ତ୍ରୀ କହିଛନ୍ତି ଯେ ସମସ୍ତ ଦଳ ସହ ଆଲୋଚନା କରାଯିବ।: [235, 1431, 455, 1496]
event-item: • ଜନକଲ୍ୟାଣ ସଙ୍ଘ ଏବଂ ଓଡ଼ିଶା ସଂସ୍କୃତି ସମାଜ ଆୟୋଜନରେ ବିଶ୍ୱନାଟ୍ୟ ଦିବସ କାର୍ଯ୍ୟକ୍ରମ, ସମୟ: ସନ୍ଧ୍ୟା ୬ଟା ୩୦: [230, 535, 445, 583]
rashi-text: ସ୍ୱାସ୍ଥ୍ୟ ସମସ୍ୟା ଅତିକ୍ରମ କରିବେ। ନୂଆ ଯୋଜନା ସଫଳ ହେବ। ଜମି, ନିର୍ମାଣ, ବାଣିଜ୍ୟ, ବ୍ୟବସାୟରେ ଆଶାନୁରୂପ ଫଳ ପାଇବେ।: [1206, 1870, 1460, 1919]
aquarius-icon: [1128, 1873, 1198, 1943]
story-paragraph: ଆଲ୍ଲାହାବାଦ ହାଇକୋର୍ଟର ଏକ ବିବାଦୀୟ ମନ୍ତବ୍ୟ ଉପରେ ସୁପ୍ରିମକୋର୍ଟ ଷ୍ଟେ ଲଗାଇଛନ୍ତି। ଏହି ମନ୍ତବ୍ୟ ଅସମ୍ବେଦନଶୀଳ ବୋଲି ସର୍ବୋଚ୍ଚ ନ୍ୟାୟାଳୟ କହିଛନ୍ତି।: [890, 1938, 1115, 2003]
story-headline: ଭିତରେ, ବାହାରେ ...: [12, 848, 185, 873]
story-paragraph: ଏହି ଅଚଳାବସ୍ଥା ଯୋଗୁଁ ବଜେଟ ଅଧିବେଶନର ଅନେକ ଗୁରୁତ୍ୱପୂର୍ଣ୍ଣ କାର୍ଯ୍ୟକ୍ରମ ପ୍ରଭାବିତ ହୋଇଛି। ବିଭାଗୀୟ ବ୍ୟୟ ଅଟକଳ ଉପରେ ଆଲୋଚନା ଅସମ୍ପୂର୍ଣ୍ଣ ରହିଛି।: [235, 1592, 455, 1657]
rashi-text: ଆପଣ କର୍ମକ୍ଷେତ୍ରରେ କଠିନ ପରିଶ୍ରମ ଦ୍ୱାରା ସଫଳତା ପାଇବେ। ଶତ୍ରୁମାନେ ପରାସ୍ତ ହେବେ। ଯାନବାହନ ଚଳାଇବା ସମୟରେ ସତର୍କ ରୁହନ୍ତୁ।: [1206, 1708, 1438, 1757]
rashi-text: କର୍ମକ୍ଷେତ୍ରରେ ସମସ୍ୟାର ସମାଧାନ ହେବ। ଜମି, କ୍ରୀଡ଼ା, ସାହିତ୍ୟ କଳା, ଯୋଗାଯୋଗ, ସ୍ୱାସ୍ଥ୍ୟ, ବାଣିଜ୍ୟ କ୍ଷେତ୍ରରେ ସଫଳତା ମିଳିବ।: [1206, 1222, 1442, 1271]
registration-mark: [1350, 2318, 1364, 2330]
story-paragraph: ସଭାପତିଙ୍କ ନିର୍ଦ୍ଦେଶରେ ବିରୋଧୀ ଦଳ ସଦସ୍ୟ ଏବଂ ସରକାରୀ ପକ୍ଷ ଉଭୟଙ୍କୁ ଶାନ୍ତି ରକ୍ଷା କରିବାକୁ କୁହାଯାଇଥିଲା। କିନ୍ତୁ କଂଗ୍ରେସ ସଦସ୍ୟମାନେ ନିଜ ଦାବିରେ ଅଟଳ ରହିଥିଲେ। ଏଥିରେ ବାଚସ୍ପତି ଦୁଇ ଥର ଗୃହକୁ ମୁଲତବୀ କରିଥିଲେ।: [235, 812, 455, 910]
scorpio-icon: [1128, 1387, 1198, 1457]
newspaper-logo: [50, 4, 140, 74]
story-first-phase: [462, 1145, 667, 1695]
story-paragraph: କଂଗ୍ରେସ ପକ୍ଷରୁ ଏହି ଆନ୍ଦୋଳନକୁ ରାଜ୍ୟର ସମସ୍ତ ଜିଲ୍ଲାକୁ ବ୍ୟାପିବା ପାଇଁ ଯୋଜନା କରାଯାଇଛି। ବ୍ଲକ ସ୍ତରରୁ ଜିଲ୍ଲା ସ୍ତର ପର୍ଯ୍ୟନ୍ତ ପ୍ରତିବାଦ କାର୍ଯ୍ୟକ୍ରମ ହେବ।: [462, 1726, 882, 1758]
rashi-text: ଆପଣ ଯାହା ଭାବୁଛନ୍ତି ତାହା ପୂର୍ଣ୍ଣ ହେବ। କର୍ମକ୍ଷେତ୍ରରେ ଶୁଭଫଳ ମିଳିବ। ଦୀର୍ଘ ଦିନର ଇଚ୍ଛା ପୂରଣ ହେବ।: [1206, 1546, 1446, 1595]
city-heading: ରାଉରକେଲା: [450, 262, 545, 287]
story-headline: ଆଗକୁ ବ୍ୟାପିବ ...: [462, 1700, 625, 1725]
story-paragraph: ମାମଲାର ପରବର୍ତ୍ତୀ ଶୁଣାଣି ପାଇଁ କେନ୍ଦ୍ର ସରକାର ଓ ଉତ୍ତରପ୍ରଦେଶ ସରକାରଙ୍କୁ ନୋଟିସ ଜାରି କରାଯାଇଛି।: [890, 2010, 1115, 2058]
event-item: • ଜର୍ମା ମାତା ଭଗବତୀ ପ୍ରାଙ୍ଗଣରେ କଳସ ଶୋଭାଯାତ୍ରା, ସ୍ଥାନ: କୋମନା, ସମୟ: ସକାଳ ୮ଟା: [890, 277, 1110, 325]
city-heading: ଝାରସୁଗୁଡ଼ା: [890, 414, 976, 439]
city-heading: ଦେବଗଡ଼: [450, 535, 521, 560]
city-heading: ସୁବର୍ଣ୍ଣପୁର: [665, 418, 757, 443]
rashi-name: ତୁଳା: [1128, 1194, 1178, 1217]
gemini-icon: [1128, 577, 1198, 647]
cancer-icon: [1128, 739, 1198, 809]
event-item: • ଯୋଗ ପରିଷଦ ପକ୍ଷରୁ ଶିକ୍ଷଣ ଶିବିର, ସ୍ଥାନ: ଗାନ୍ଧୀ ପାର୍କ, ସମୟ: ସକାଳ ୬ଟା: [230, 398, 445, 430]
rashi-body: [1128, 573, 1466, 641]
rashi-body: [1128, 1707, 1466, 1767]
story-headline: ଆଜି ବିଧାନସଭା ...: [462, 812, 624, 837]
svg-text:♎: ♎: [1147, 1241, 1179, 1281]
story-assembly-today: [462, 812, 667, 1142]
panjika-note: ଆଜି ମାର୍ଚ୍ଚ ୨୭ ତାରିଖ, ବିଶ୍ୱ ରଙ୍ଗମଞ୍ଚ ଦିବସ, ଚୈତ୍ର କୃଷ୍ଣ ତ୍ରୟୋଦଶୀ ଗୁରୁବାର। ରାଶି ନକ୍ଷତ୍ର–ଶତଭିଷା/କୁମ୍ଭ, ତ୍ରୟୋଦଶୀ ଓ ଚତୁର୍ଦ୍ଦଶୀ ଯୋଗ। ଶୁଭ ସମୟ ବିଚାର ସହ କାର୍ଯ୍ୟ କରନ୍ତୁ।: [1128, 2171, 1459, 2220]
svg-text:♐: ♐: [1147, 1565, 1179, 1605]
story-paragraph: କୃଷି, ଜଳସମ୍ପଦ ଓ ଶିକ୍ଷା ବିଭାଗର ମନ୍ତ୍ରୀମାନେ ଗୃହରେ ଉତ୍ତର ରଖିବେ। ସର୍ବଦଳୀୟ ବୈଠକର ନିଷ୍ପତ୍ତି ଅନୁଯାୟୀ ଗୃହ କାର୍ଯ୍ୟ ଚାଲିବ।: [462, 910, 667, 975]
rashi-body: [1128, 1869, 1466, 1929]
event-item: • ପଞ୍ଚମୁଖୀ ହନୁମାନ ମନ୍ଦିରର ଉଦ୍ଘାଟନୀ ଉତ୍ସବ, ସ୍ଥାନ: ଚରମ, ଭଦ୍ରକ, ସମୟ: ପୂର୍ବାହ୍ନ ୧୦ଟା: [10, 532, 225, 580]
event-item: • ପ୍ରଥମ ବାର୍ଷିକ ବିଶ୍ୱ କଲ୍ୟାଣ ଅଭିଯାନ ମହାଯଜ୍ଞ ଅବସରରେ ଧର୍ମସଭା, ସମୟ: ଅପରାହ୍ନ ୪ଟା । ଉନ୍ନତ ଆଲୋଚନା, ସମୟ: ସନ୍ଧ୍ୟା ୬ଟା: [10, 338, 225, 402]
rashi-name: ମିଥୁନ: [1128, 546, 1187, 569]
event-item: • ମହାଯଜ୍ଞ ଆରମ୍ଭ ଓ ସଂକୀର୍ତ୍ତନ: [230, 662, 445, 678]
event-item: • ଶ୍ରୀ ଶ୍ରୀ ମହାଦେବଙ୍କ ବାର୍ଷିକ ଉତ୍ସବ, ସ୍ଥାନ: ଶିଶୁପଡ଼ା, ବଡ଼ସାହି, ସମୟ: ସକାଳ ୮ଟା: [230, 271, 445, 319]
event-item: • ଜ୍ୟୋତିଷ ଶିବିର ଓ ମେଳା, ସ୍ଥାନ: ମୟୂରଭଞ୍ଜ, ସମୟ: ରାତି ୮ଟା: [230, 236, 445, 268]
